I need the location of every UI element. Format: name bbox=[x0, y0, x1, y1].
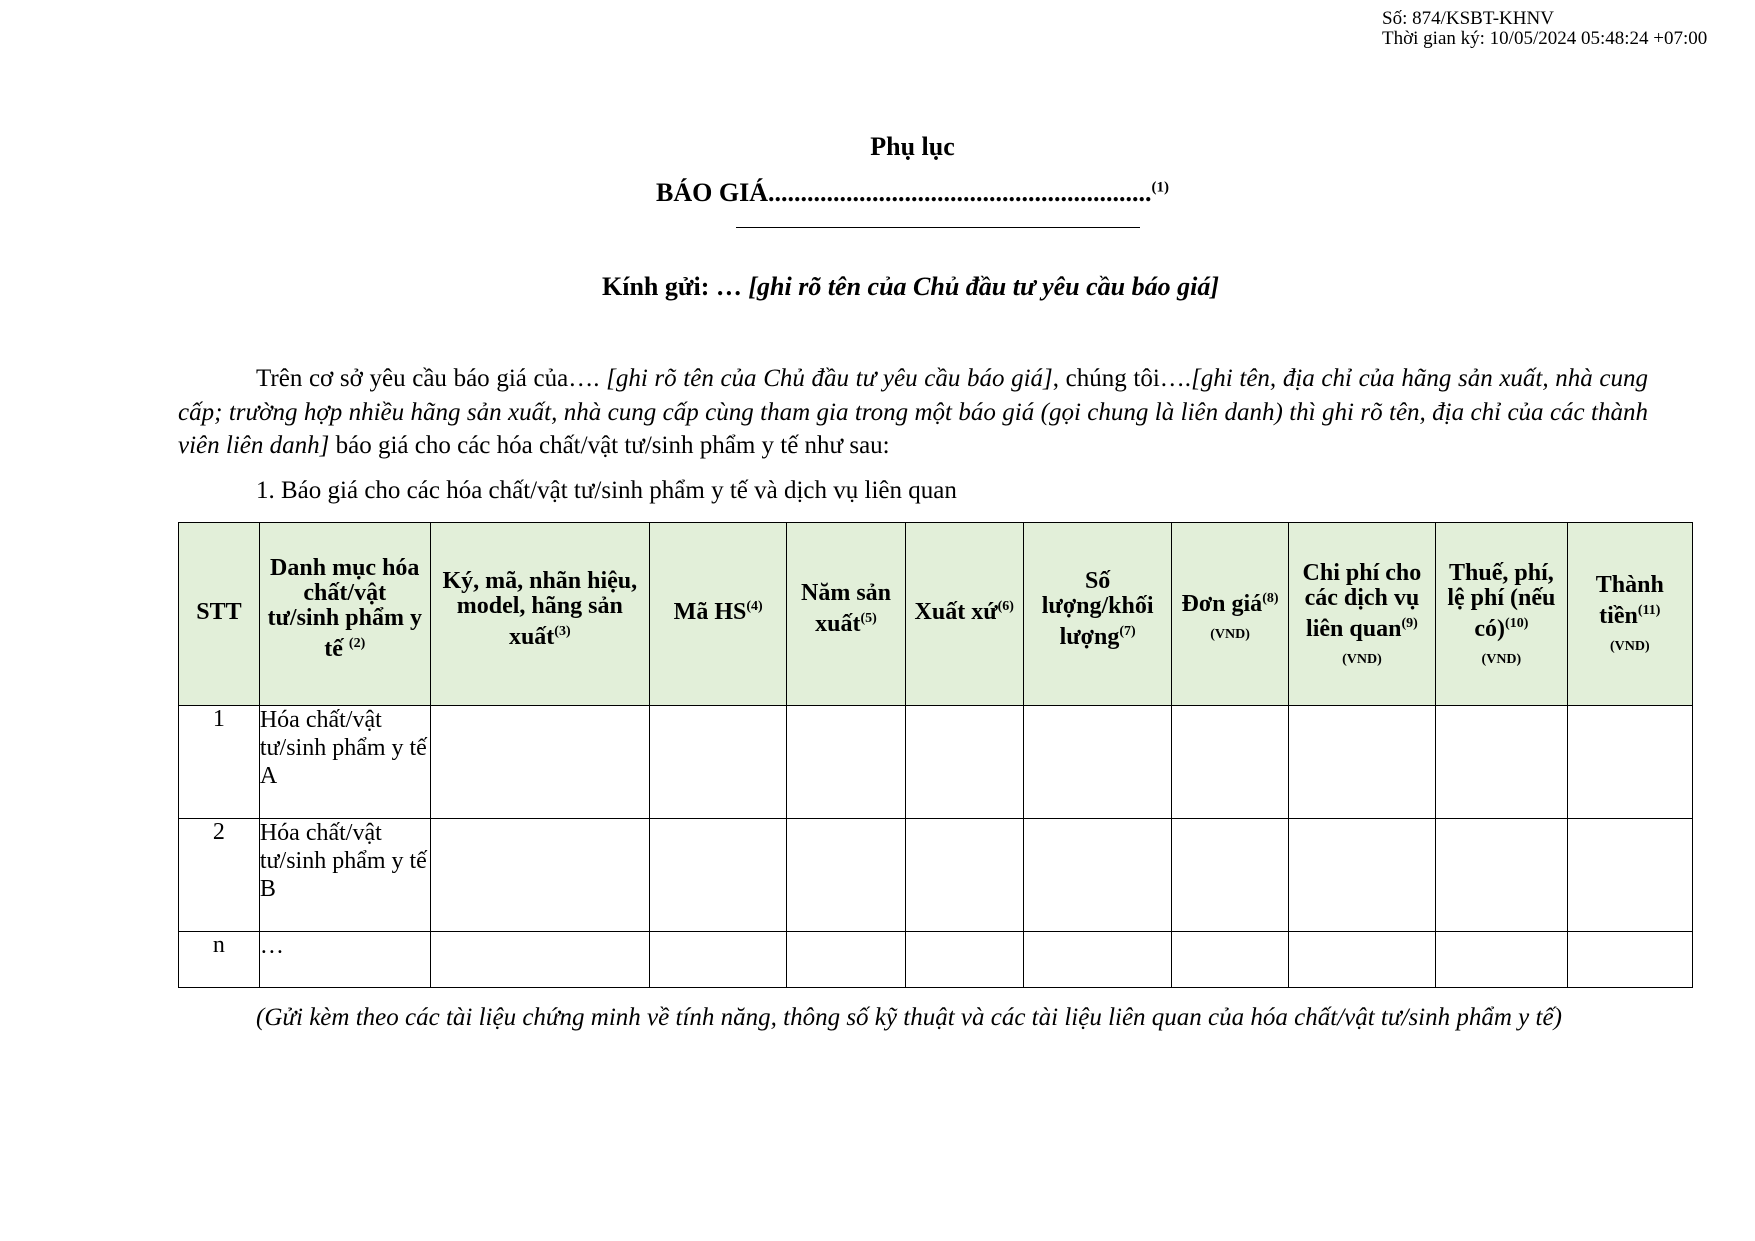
empty-cell bbox=[1023, 819, 1172, 932]
empty-cell bbox=[1172, 706, 1288, 819]
header-cell: Ký, mã, nhãn hiệu, model, hãng sản xuất$^{(3)}$ bbox=[430, 523, 649, 706]
empty-cell bbox=[430, 819, 649, 932]
stt-cell: n bbox=[179, 932, 260, 988]
empty-cell bbox=[430, 932, 649, 988]
intro-paragraph: Trên cơ sở yêu cầu báo giá của…. [ghi rõ tên của Chủ đầu tư yêu cầu báo giá], chúng tôi….[ghi tên, địa chỉ của hãng sản xuất, nhà cung cấp; trường hợp nhiều hãng sản xuất, nhà cung cấp cùng tham gia trong một báo giá (gọi chung là liên danh) thì ghi rõ tên, địa chỉ của các thành viên liên danh] báo giá cho các hóa chất/vật tư/sinh phẩm y tế như sau: bbox=[178, 365, 1649, 459]
empty-cell bbox=[1023, 706, 1172, 819]
header-cell: Mã HS$^{(4)}$ bbox=[649, 523, 786, 706]
table-row bbox=[179, 706, 1693, 819]
item-name-cell: Hóa chất/vật tư/sinh phẩm y tế A bbox=[259, 706, 430, 819]
header-cell: Số lượng/khối lượng$^{(7)}$ bbox=[1023, 523, 1172, 706]
quote-title: BÁO GIÁ...........................................................$^{(1)}$ bbox=[656, 178, 1169, 207]
header-cell: Danh mục hóa chất/vật tư/sinh phẩm y tế $^{(2)}$ bbox=[259, 523, 430, 706]
document-number: Số: 874/KSBT-KHNV bbox=[1382, 8, 1554, 29]
empty-cell bbox=[649, 819, 786, 932]
attachment-note: (Gửi kèm theo các tài liệu chứng minh về tính năng, thông số kỹ thuật và các tài liệu liên quan của hóa chất/vật tư/sinh phẩm y tế) bbox=[256, 1004, 1562, 1031]
empty-cell bbox=[1288, 932, 1436, 988]
empty-cell bbox=[905, 819, 1023, 932]
header-cell: Xuất xứ$^{(6)}$ bbox=[905, 523, 1023, 706]
empty-cell bbox=[1567, 932, 1692, 988]
empty-cell bbox=[787, 819, 905, 932]
table-row bbox=[179, 932, 1693, 988]
empty-cell bbox=[1288, 819, 1436, 932]
recipient-label: Kính gửi: … bbox=[602, 272, 749, 301]
table-header-row bbox=[179, 523, 1693, 706]
signature-stamp bbox=[1382, 9, 1707, 49]
appendix-title: Phụ lục bbox=[870, 132, 955, 161]
section-heading: 1. Báo giá cho các hóa chất/vật tư/sinh phẩm y tế và dịch vụ liên quan bbox=[256, 477, 957, 504]
empty-cell bbox=[905, 706, 1023, 819]
quote-table bbox=[178, 522, 1693, 988]
empty-cell bbox=[905, 932, 1023, 988]
header-cell: Chi phí cho các dịch vụ liên quan$^{(9)}$ (VND) bbox=[1288, 523, 1436, 706]
header-cell: Đơn giá$^{(8)}$ (VND) bbox=[1172, 523, 1288, 706]
item-name-cell: Hóa chất/vật tư/sinh phẩm y tế B bbox=[259, 819, 430, 932]
empty-cell bbox=[787, 932, 905, 988]
empty-cell bbox=[1567, 819, 1692, 932]
header-cell: STT bbox=[179, 523, 260, 706]
header-cell: Năm sản xuất$^{(5)}$ bbox=[787, 523, 905, 706]
table-row bbox=[179, 819, 1693, 932]
signed-time: Thời gian ký: 10/05/2024 05:48:24 +07:00 bbox=[1382, 28, 1708, 49]
empty-cell bbox=[649, 932, 786, 988]
empty-cell bbox=[430, 706, 649, 819]
empty-cell bbox=[1436, 706, 1567, 819]
empty-cell bbox=[1567, 706, 1692, 819]
footnote-ref: (1) bbox=[1151, 179, 1169, 196]
header-cell: Thành tiền$^{(11)}$ (VND) bbox=[1567, 523, 1692, 706]
empty-cell bbox=[1172, 819, 1288, 932]
header-cell: Thuế, phí, lệ phí (nếu có)$^{(10)}$ (VND) bbox=[1436, 523, 1567, 706]
empty-cell bbox=[649, 706, 786, 819]
stt-cell: 1 bbox=[179, 706, 260, 819]
recipient-line bbox=[602, 272, 1219, 302]
empty-cell bbox=[1436, 932, 1567, 988]
empty-cell bbox=[1436, 819, 1567, 932]
stt-cell: 2 bbox=[179, 819, 260, 932]
empty-cell bbox=[1288, 706, 1436, 819]
recipient-placeholder: [ghi rõ tên của Chủ đầu tư yêu cầu báo giá] bbox=[748, 272, 1219, 301]
empty-cell bbox=[1023, 932, 1172, 988]
empty-cell bbox=[1172, 932, 1288, 988]
empty-cell bbox=[787, 706, 905, 819]
title-underline bbox=[736, 227, 1140, 228]
item-name-cell: … bbox=[259, 932, 430, 988]
